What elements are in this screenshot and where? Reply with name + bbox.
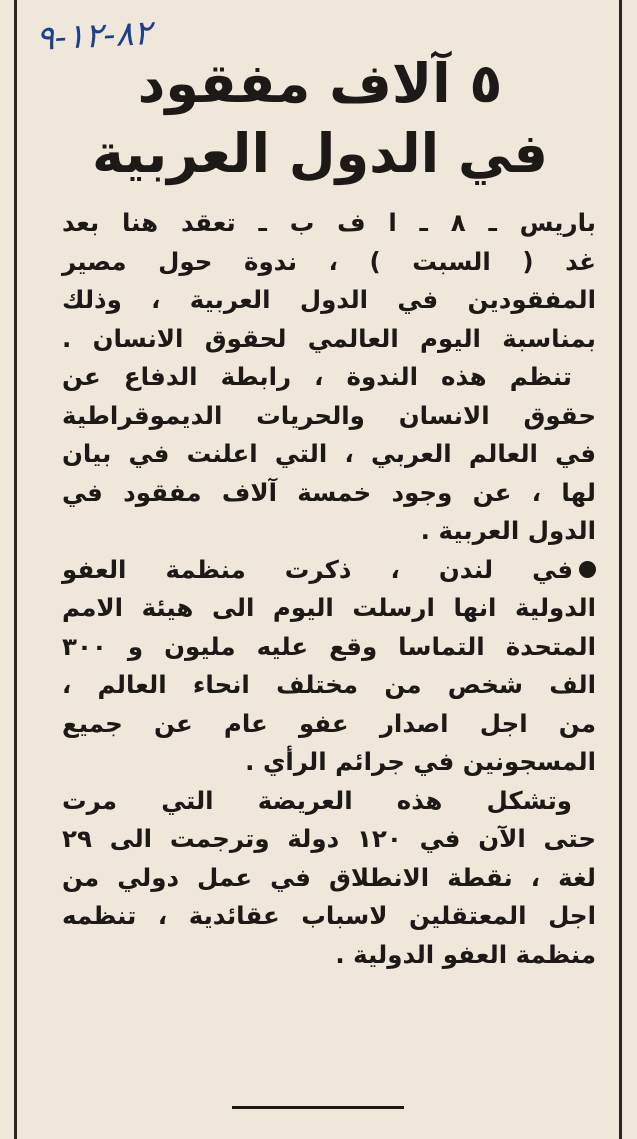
bullet-icon <box>579 561 596 578</box>
article-line-text: في لندن ، ذكرت منظمة العفو <box>62 554 573 584</box>
article-body <box>62 204 596 974</box>
end-rule <box>232 1106 404 1109</box>
article-line: غد ( السبت ) ، ندوة حول مصير <box>62 246 596 276</box>
handwritten-date: ٨٢-١٢-٩ <box>35 12 153 60</box>
article-line: الدولية انها ارسلت اليوم الى هيئة الامم <box>62 593 596 622</box>
article-line: الدول العربية . <box>420 516 596 545</box>
article-line: في العالم العربي ، التي اعلنت في بيان <box>62 439 596 468</box>
article-line: لها ، عن وجود خمسة آلاف مفقود في <box>62 477 596 507</box>
right-column-rule <box>619 0 622 1139</box>
article-line: اجل المعتقلين لاسباب عقائدية ، تنظمه <box>62 901 596 930</box>
article-line: حتى الآن في ١٢٠ دولة وترجمت الى ٢٩ <box>62 824 596 853</box>
article-line: وتشكل هذه العريضة التي مرت <box>62 785 572 815</box>
article-line: تنظم هذه الندوة ، رابطة الدفاع عن <box>62 362 572 391</box>
article-line: المسجونين في جرائم الرأي . <box>245 747 596 776</box>
article-line: المفقودين في الدول العربية ، وذلك <box>62 285 596 314</box>
article-line <box>62 551 596 590</box>
article-line: حقوق الانسان والحريات الديموقراطية <box>62 400 596 430</box>
left-column-rule <box>14 0 17 1139</box>
article-line: بمناسبة اليوم العالمي لحقوق الانسان . <box>62 323 596 353</box>
article-line: منظمة العفو الدولية . <box>335 939 596 969</box>
headline-line-1: ٥ آلاف مفقود <box>137 52 503 115</box>
article-line: الف شخص من مختلف انحاء العالم ، <box>62 670 596 699</box>
article-line: المتحدة التماسا وقع عليه مليون و ٣٠٠ <box>62 631 596 661</box>
article-line: من اجل اصدار عفو عام عن جميع <box>62 708 596 738</box>
headline-line-2: في الدول العربية <box>92 122 548 185</box>
article-line: باريس ـ ٨ ـ ا ف ب ـ تعقد هنا بعد <box>62 208 596 237</box>
article-line: لغة ، نقطة الانطلاق في عمل دولي من <box>62 862 596 892</box>
